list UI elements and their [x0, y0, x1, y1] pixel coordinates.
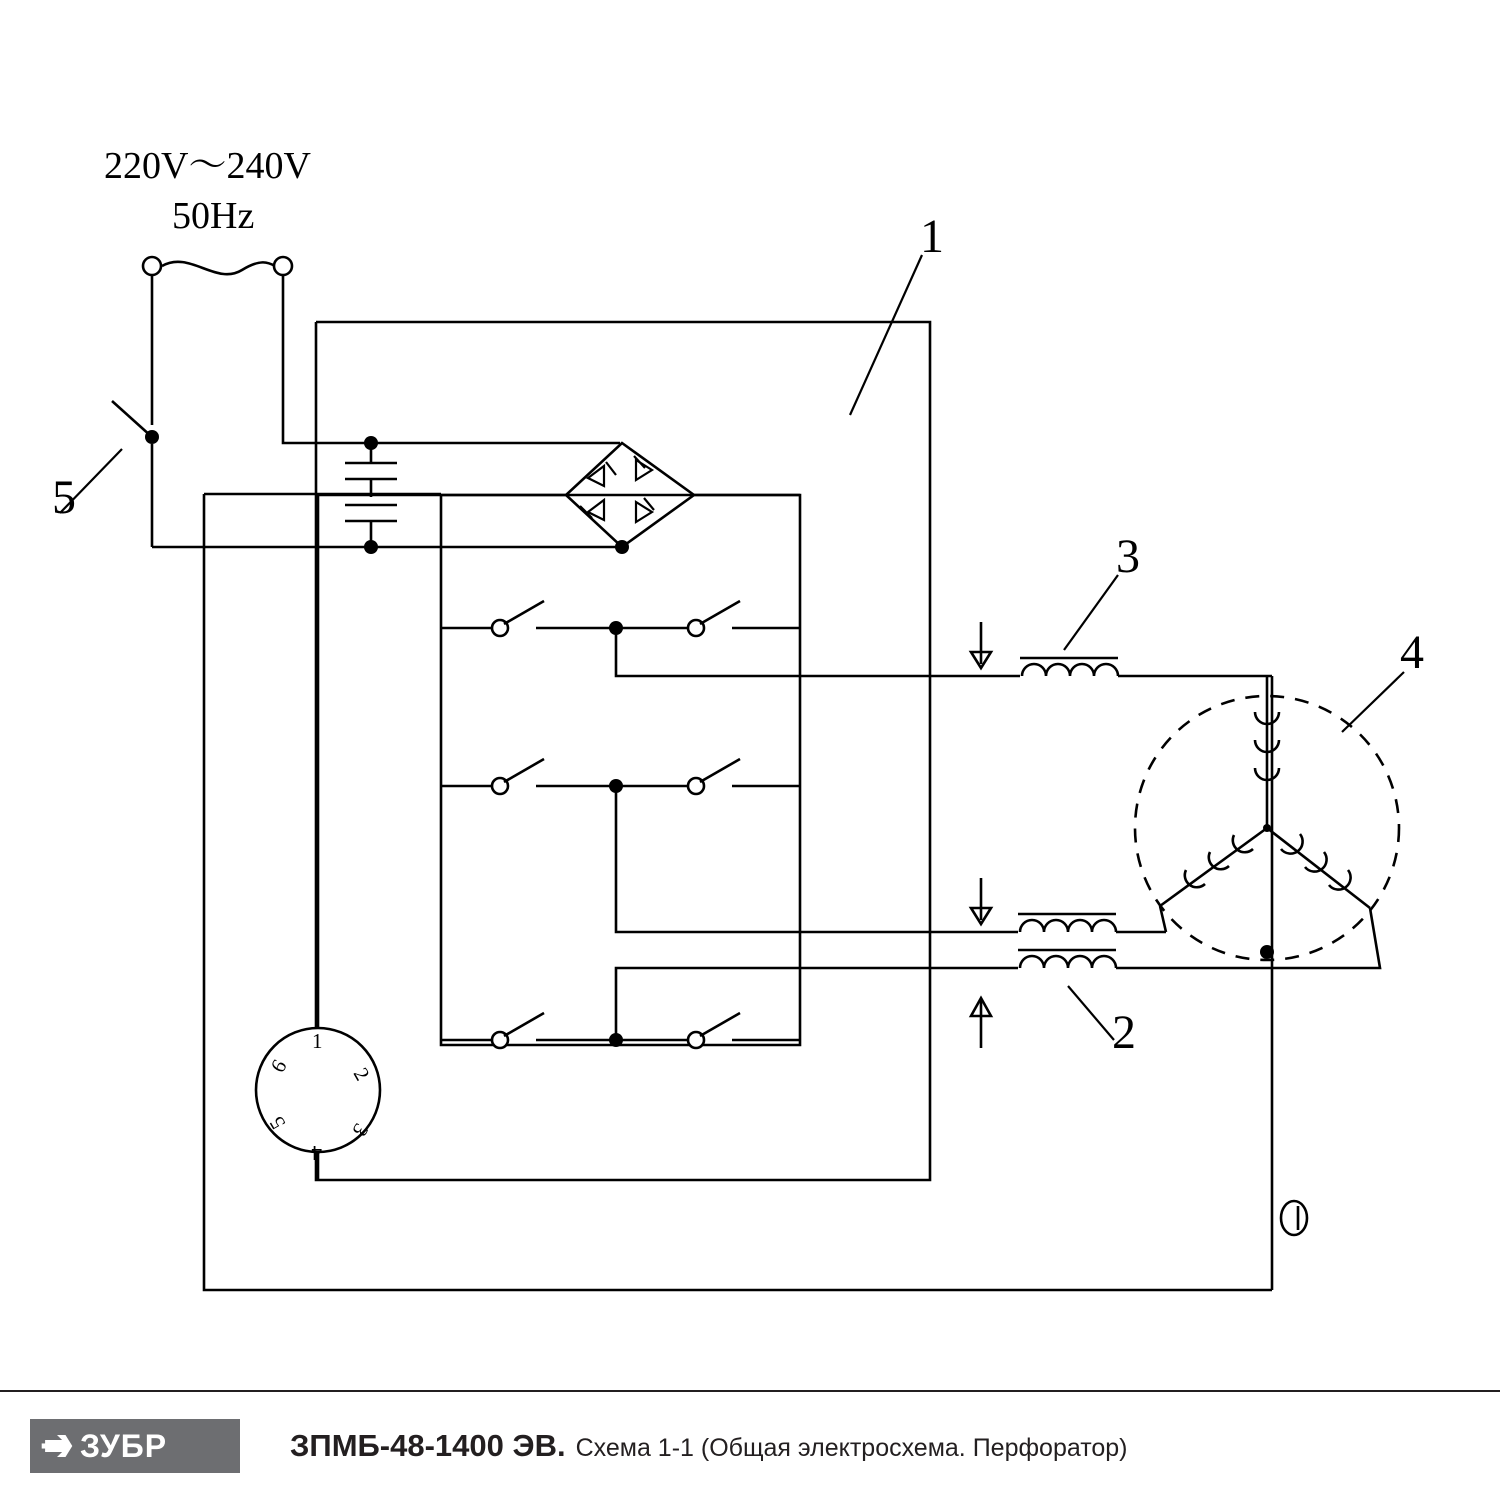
callout-4-label: 4 — [1400, 626, 1424, 679]
footer-bar — [0, 1390, 1500, 1500]
diode-bridge — [566, 443, 694, 554]
switch-row-3 — [441, 968, 985, 1048]
dial-digit-6: 6 — [265, 1055, 292, 1077]
mains-voltage-label: 220V～240V — [104, 145, 311, 187]
callout-1-leader — [850, 255, 922, 415]
switch-row-2 — [441, 759, 985, 932]
dial-lead-up — [318, 495, 441, 1028]
ground-marker — [1281, 1201, 1307, 1235]
callout-3-leader — [1064, 575, 1118, 650]
switch-row-1 — [441, 601, 985, 676]
brand-name: ЗУБР — [80, 1428, 168, 1464]
callout-4-leader — [1342, 672, 1404, 732]
mains-plug — [143, 257, 292, 275]
footer-caption — [290, 1428, 1128, 1464]
outer-return-bus — [204, 494, 1272, 1290]
mains-frequency-label: 50Hz — [172, 195, 255, 237]
mains-lead-right — [283, 275, 620, 443]
speed-selector-dial[interactable] — [256, 1028, 380, 1165]
dial-digit-4: 4 — [311, 1141, 322, 1165]
callout-3-label: 3 — [1116, 530, 1140, 583]
callout-2-leader — [1068, 986, 1114, 1040]
dial-digit-3: 3 — [347, 1119, 374, 1141]
scheme-description: Схема 1-1 (Общая электросхема. Перфоратор) — [575, 1434, 1128, 1462]
motor-rotor — [1135, 676, 1399, 968]
dial-digit-1: 1 — [312, 1029, 323, 1053]
brand-arrow-icon — [40, 1429, 74, 1463]
field-coil-3 — [971, 622, 1272, 676]
control-module-outline — [316, 322, 930, 1180]
switch-matrix-outline — [441, 495, 800, 1045]
stator-winding-upper — [971, 878, 1166, 932]
callout-1-label: 1 — [920, 210, 944, 263]
callout-2-label: 2 — [1112, 1006, 1136, 1059]
dial-digit-2: 2 — [348, 1063, 375, 1085]
brand-logo — [30, 1419, 240, 1473]
dial-digit-5: 5 — [264, 1112, 291, 1134]
callout-5-label: 5 — [52, 471, 76, 524]
model-code: ЗПМБ-48-1400 ЭВ. — [290, 1428, 566, 1463]
